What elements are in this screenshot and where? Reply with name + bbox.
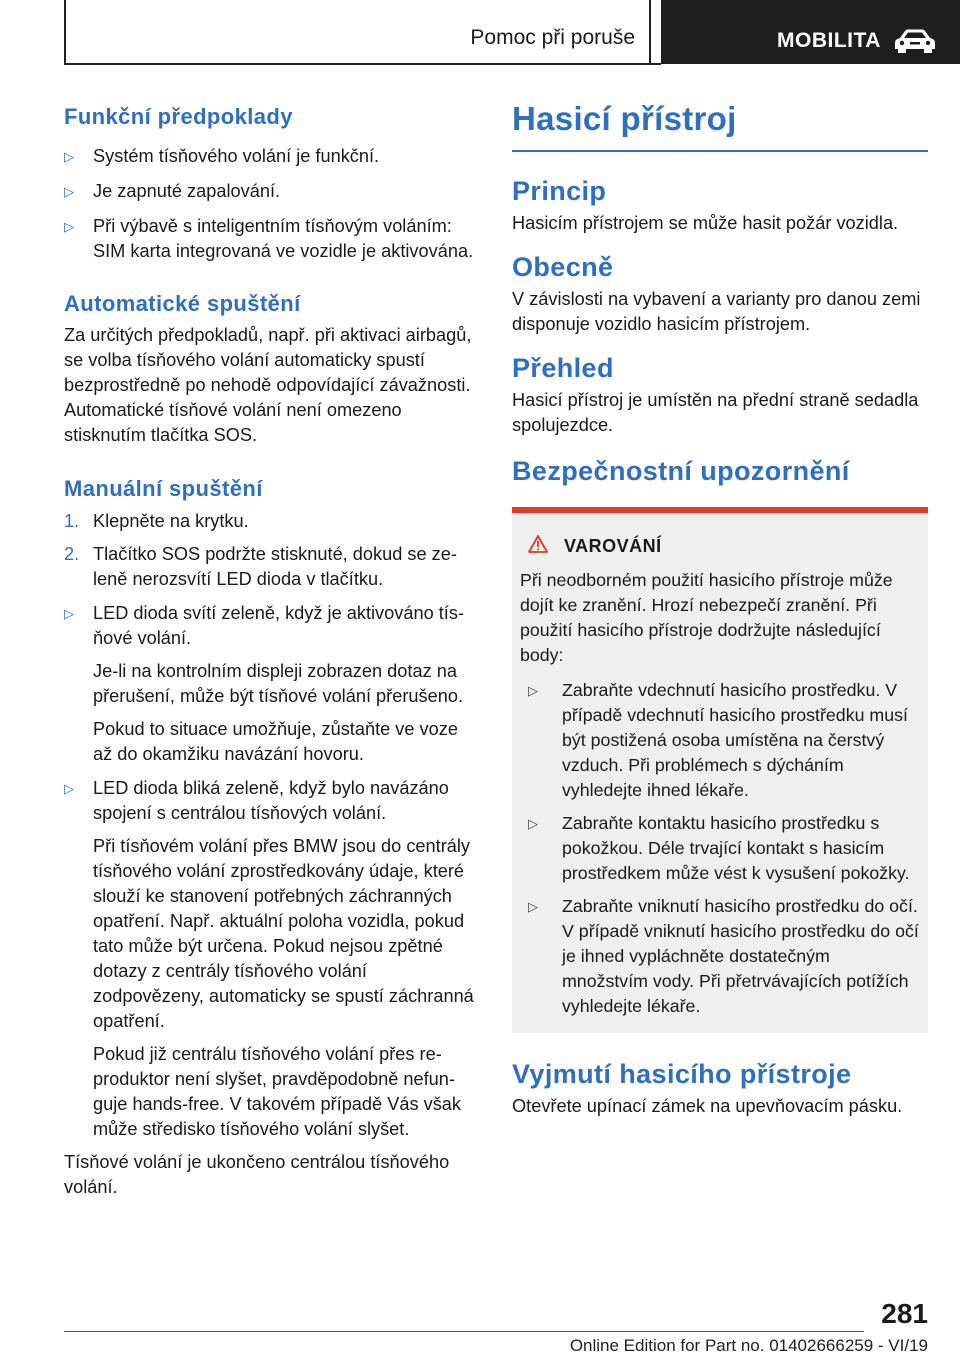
call-end-text: Tísňové volání je ukončeno centrálou tísňového volání.: [64, 1152, 450, 1197]
handsfree-note: Pokud již centrálu tísňového volání přes reproduktor není slyšet, pravděpodobně nefunguje hands-free. V takovém případě Vás však může středisko tísňového volání slyšet.: [93, 1044, 461, 1139]
stay-in-car-note: Pokud to situace umožňuje, zůstaňte ve voze až do okamžiku navázání hovoru.: [93, 719, 458, 764]
heading-funkcni-predpoklady: Funkční předpoklady: [64, 104, 293, 129]
chapter-tab-label: MOBILITA: [777, 29, 881, 52]
led-status-list-2: [64, 776, 480, 826]
header-separator: [649, 0, 651, 64]
list-item: [64, 214, 480, 264]
heading-bezpecnostni-upozorneni: Bezpečnostní upozornění: [512, 456, 850, 486]
page-number: 281: [881, 1298, 928, 1329]
right-column: [512, 100, 928, 1119]
step-number: 2.: [64, 544, 80, 564]
heading-princip: Princip: [512, 176, 607, 206]
warning-list: [520, 678, 920, 1019]
header-left-rule: [64, 0, 66, 64]
list-item: [528, 811, 920, 886]
list-item-text: Zabraňte vniknutí hasicího prostředku do očí. V případě vniknutí hasicího prostředku do očí je ihned vypláchněte dostatečným množstvím vody. Při přetrvávajících potížích vyhledejte lékaře.: [562, 896, 919, 1016]
car-icon: [891, 28, 939, 59]
triangle-bullet-icon: ▷: [64, 219, 74, 234]
heading-prehled: Přehled: [512, 353, 614, 383]
heading-manualni-spusteni: Manuální spuštění: [64, 476, 263, 501]
header-section-title: Pomoc při poruše: [470, 26, 635, 49]
triangle-bullet-icon: ▷: [64, 781, 74, 796]
step-item: [64, 509, 480, 534]
triangle-bullet-icon: ▷: [528, 816, 538, 831]
automatic-start-text: Za určitých předpokladů, např. při aktivaci airbagů, se volba tísňového volání automaticky spustí bezprostředně po nehodě odpovídající závažnosti. Automatické tísňové volání není omezeno stisknutím tlačítka SOS.: [64, 325, 472, 445]
triangle-bullet-icon: ▷: [64, 184, 74, 199]
left-column: [64, 100, 480, 1200]
triangle-bullet-icon: ▷: [528, 899, 538, 914]
triangle-bullet-icon: ▷: [64, 606, 74, 621]
interrupt-note: Je-li na kontrolním displeji zobrazen dotaz na přerušení, může být tísňové volání přerušeno.: [93, 661, 464, 706]
removal-text: Otevřete upínací zámek na upevňovacím pásku.: [512, 1096, 903, 1116]
warning-text: Při neodborném použití hasicího přístroje může dojít ke zranění. Hrozí nebezpečí zranění. Při použití hasicího přístroje dodržujte následující body:: [520, 570, 893, 665]
warning-title: [520, 535, 920, 558]
edition-note: Online Edition for Part no. 01402666259 - VI/19: [569, 1336, 928, 1355]
list-item-text: Zabraňte vdechnutí hasicího prostředku. V případě vdechnutí hasicího prostředku musí být postižená osoba umístěna na čerstvý vzduch. Při problémech s dýcháním vyhledejte ihned lékaře.: [562, 680, 908, 800]
list-item-text: Je zapnuté zapalování.: [93, 181, 281, 201]
obecne-text: V závislosti na vybavení a varianty pro danou zemi disponuje vozidlo hasicím přístrojem.: [512, 289, 921, 334]
list-item: [64, 144, 480, 169]
prerequisites-list: [64, 144, 480, 264]
header-chapter-tab: [661, 0, 960, 64]
list-item-text: Systém tísňového volání je funkční.: [93, 146, 380, 166]
heading-vyjmuti: Vyjmutí hasicího přístroje: [512, 1059, 852, 1089]
bmw-call-note: Při tísňovém volání přes BMW jsou do centrály tísňového volání zprostředkovány údaje, které slouží ke stanovení potřebných záchranných opatření. Např. aktuální poloha vozidla, pokud tato může být určena. Pokud nejsou zpětné dotazy z centrály tísňového volání zodpovězeny, automaticky se spustí záchranná opatření.: [93, 836, 474, 1031]
triangle-bullet-icon: ▷: [528, 683, 538, 698]
triangle-bullet-icon: ▷: [64, 149, 74, 164]
heading-automaticke-spusteni: Automatické spuštění: [64, 291, 301, 316]
led-status-list: [64, 601, 480, 651]
prehled-text: Hasicí přístroj je umístěn na přední straně sedadla spolujezdce.: [512, 390, 919, 435]
list-item: [528, 894, 920, 1019]
manual-steps-list: [64, 509, 480, 592]
warning-label: VAROVÁNÍ: [564, 536, 662, 556]
page-header: [0, 0, 960, 64]
page-title: Hasicí přístroj: [512, 100, 737, 137]
list-item: [64, 601, 480, 651]
princip-text: Hasicím přístrojem se může hasit požár vozidla.: [512, 213, 899, 233]
header-bottom-rule: [64, 63, 661, 65]
list-item: [64, 776, 480, 826]
step-text: Klepněte na krytku.: [93, 511, 249, 531]
list-item: [64, 179, 480, 204]
list-item-text: Zabraňte kontaktu hasicího prostředku s pokožkou. Déle trvající kontakt s hasicím prostředkem může vést k vysušení pokožky.: [562, 813, 910, 883]
title-rule: [512, 150, 928, 152]
footer-rule: [64, 1331, 864, 1332]
step-text: Tlačítko SOS podržte stisknuté, dokud se zeleně nerozsvítí LED dioda v tlačítku.: [93, 544, 457, 589]
list-item-text: LED dioda bliká zeleně, když bylo navázáno spojení s centrálou tísňových volání.: [93, 778, 449, 823]
list-item: [528, 678, 920, 803]
step-item: [64, 542, 480, 592]
warning-box: [512, 507, 928, 1033]
heading-obecne: Obecně: [512, 252, 614, 282]
step-number: 1.: [64, 511, 80, 531]
warning-triangle-icon: [528, 535, 564, 558]
list-item-text: Při výbavě s inteligentním tísňovým voláním: SIM karta integrovaná ve vozidle je aktivována.: [93, 216, 474, 261]
list-item-text: LED dioda svítí zeleně, když je aktivováno tísňové volání.: [93, 603, 465, 648]
